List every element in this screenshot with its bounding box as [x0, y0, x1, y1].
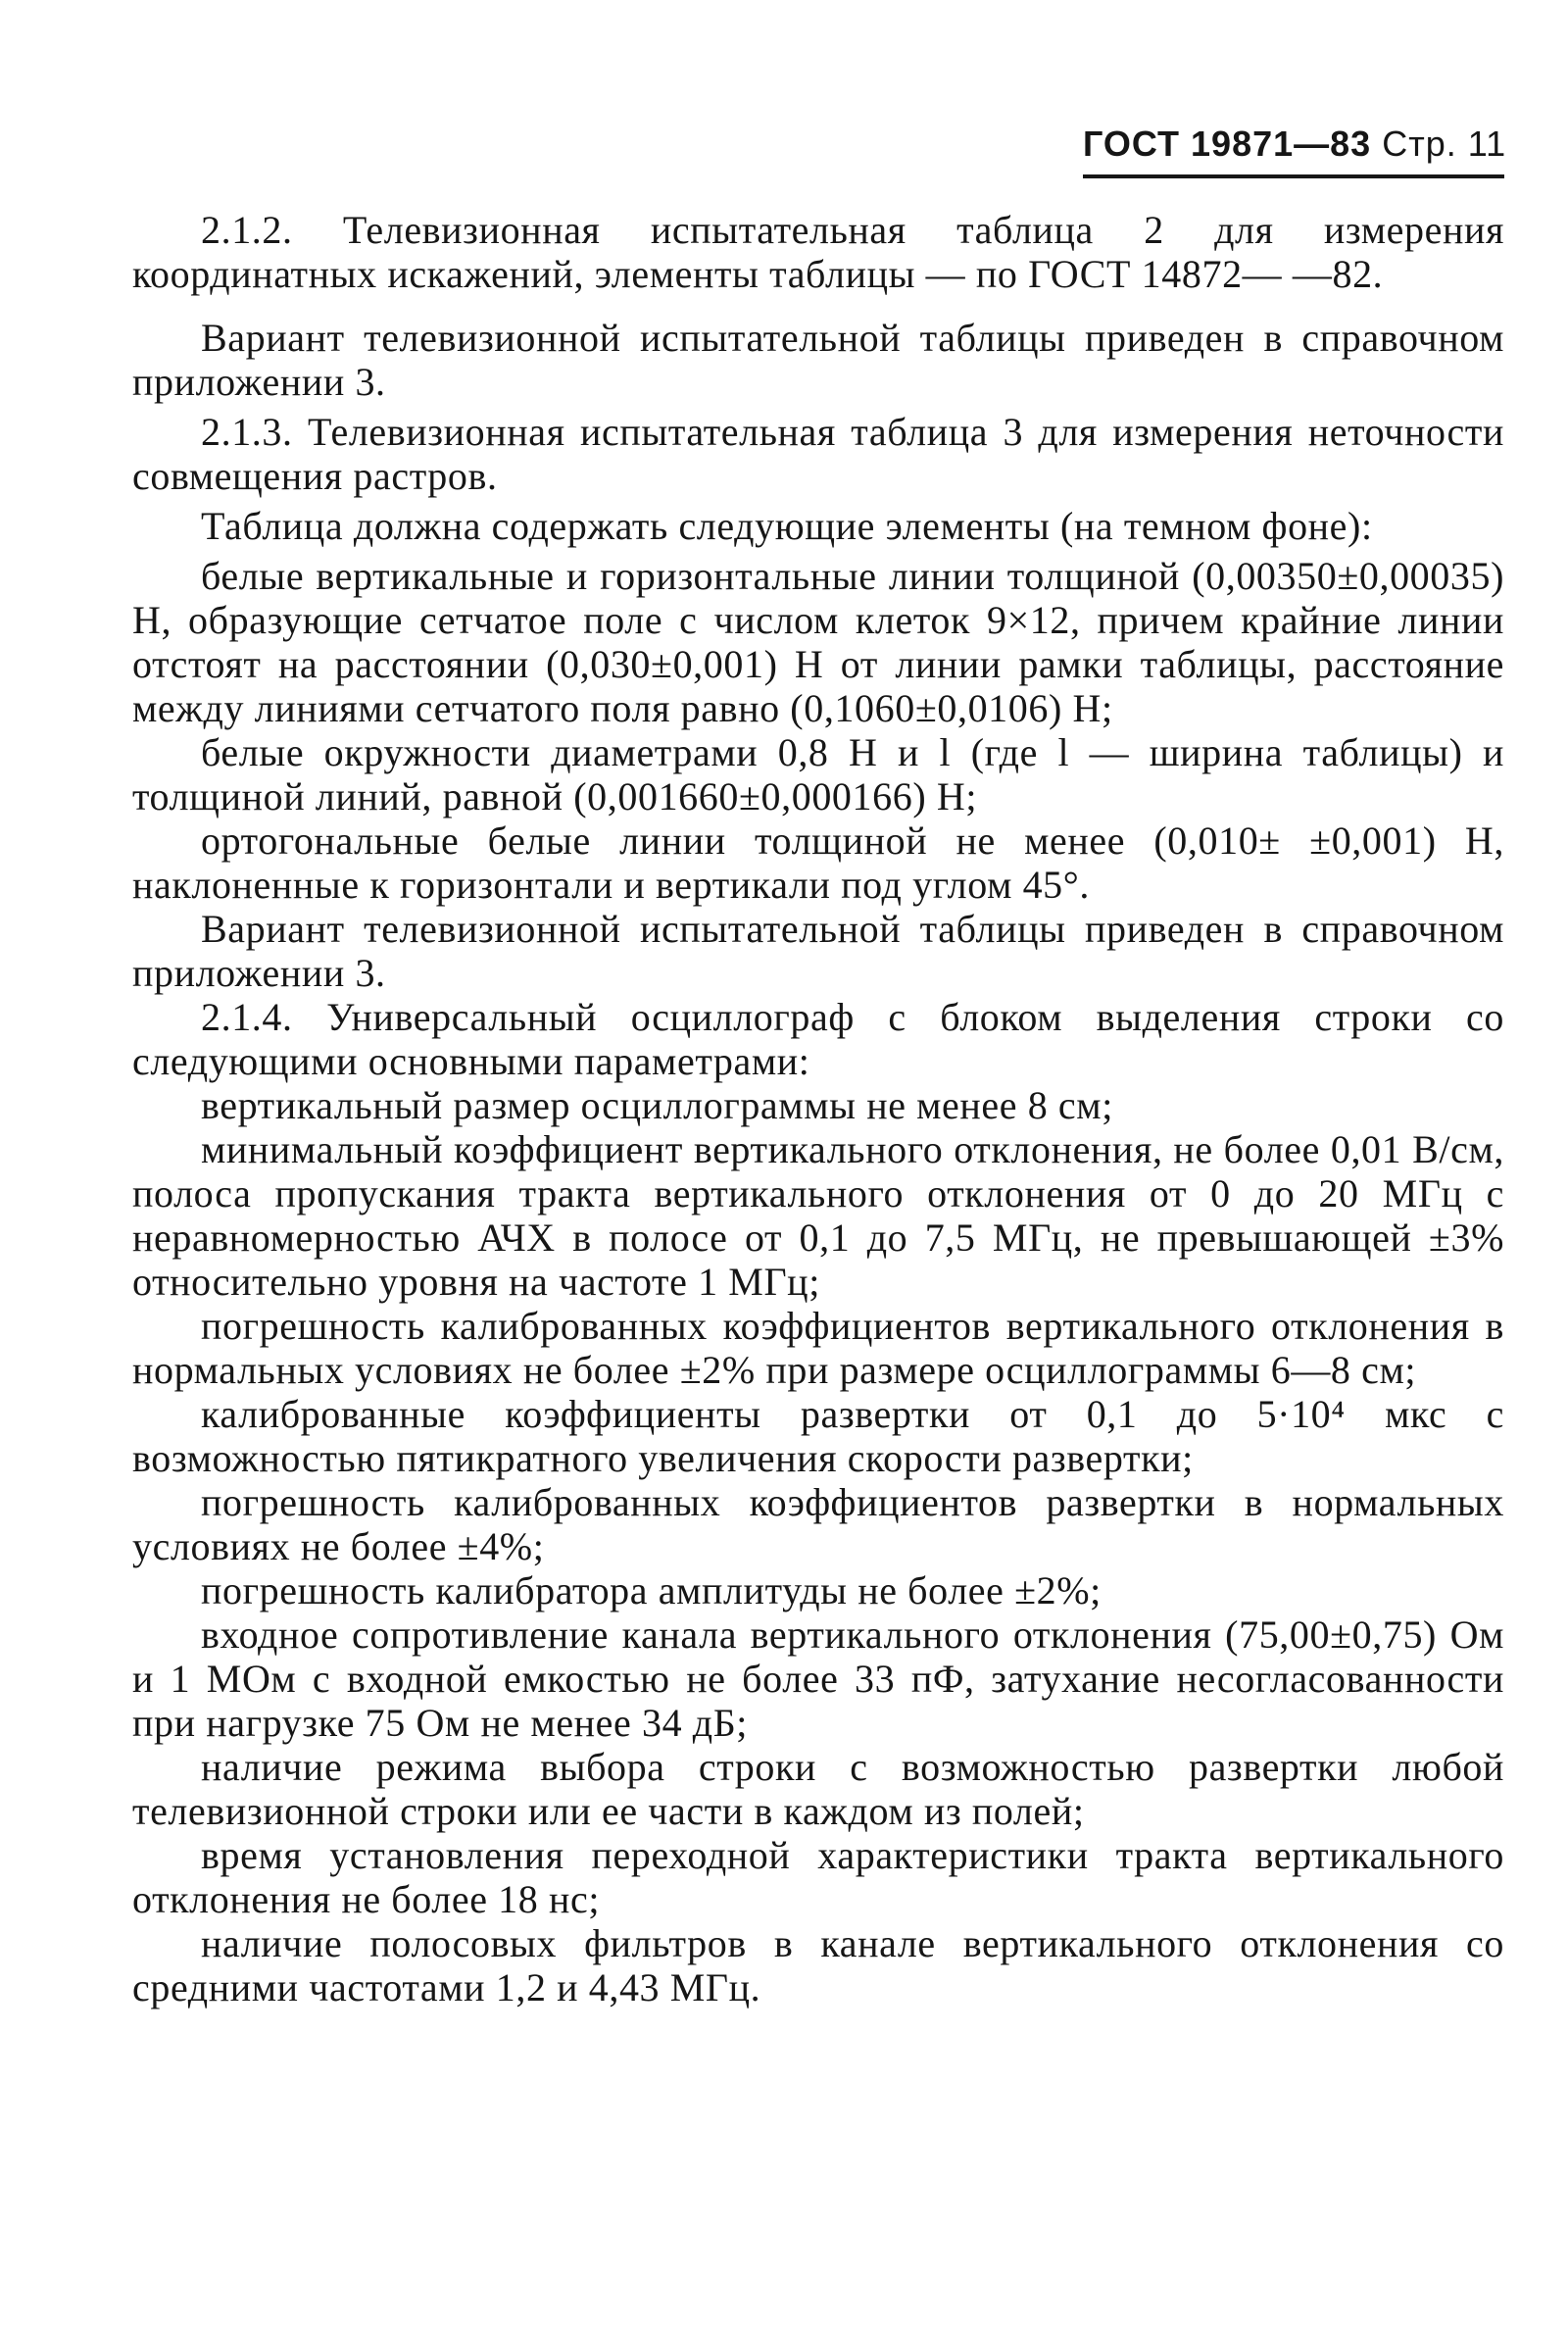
list-item: ортогональные белые линии толщиной не менее (0,010± ±0,001) Н, наклоненные к горизонтали и вертикали под углом 45°. — [132, 818, 1504, 907]
list-item: время установления переходной характеристики тракта вертикального отклонения не более 18 нс; — [132, 1833, 1504, 1921]
body-text — [132, 208, 1504, 2009]
list-item: калиброванные коэффициенты развертки от 0,1 до 5·10⁴ мкс с возможностью пятикратного увеличения скорости развертки; — [132, 1392, 1504, 1480]
list-item: вертикальный размер осциллограммы не менее 8 см; — [201, 1083, 1113, 1127]
list-item: входное сопротивление канала вертикального отклонения (75,00±0,75) Ом и 1 МОм с входной емкостью не более 33 пФ, затухание несогласованности при нагрузке 75 Ом не менее 34 дБ; — [132, 1612, 1504, 1745]
list-item: наличие режима выбора строки с возможностью развертки любой телевизионной строки или ее части в каждом из полей; — [132, 1745, 1504, 1833]
paragraph: Вариант телевизионной испытательной таблицы приведен в справочном приложении 3. — [132, 316, 1504, 404]
paragraph: Вариант телевизионной испытательной таблицы приведен в справочном приложении 3. — [132, 907, 1504, 995]
list-item: погрешность калибратора амплитуды не более ±2%; — [201, 1568, 1102, 1612]
list-item: минимальный коэффициент вертикального отклонения, не более 0,01 В/см, полоса пропускания тракта вертикального отклонения от 0 до 20 МГц с неравномерностью АЧХ в полосе от 0,1 до 7,5 МГц, не превышающей ±3% относительно уровня на частоте 1 МГц; — [132, 1127, 1504, 1304]
paragraph-2-1-4: 2.1.4. Универсальный осциллограф с блоком выделения строки со следующими основными параметрами: — [132, 995, 1504, 1083]
paragraph: Таблица должна содержать следующие элементы (на темном фоне): — [201, 504, 1373, 548]
paragraph-2-1-3: 2.1.3. Телевизионная испытательная таблица 3 для измерения неточности совмещения растров. — [132, 410, 1504, 498]
list-item: погрешность калиброванных коэффициентов развертки в нормальных условиях не более ±4%; — [132, 1480, 1504, 1568]
header-rule — [1083, 174, 1504, 178]
list-item: белые окружности диаметрами 0,8 Н и l (где l — ширина таблицы) и толщиной линий, равной (0,001660±0,000166) Н; — [132, 730, 1504, 818]
list-item: наличие полосовых фильтров в канале вертикального отклонения со средними частотами 1,2 и 4,43 МГц. — [132, 1921, 1504, 2009]
paragraph-2-1-2: 2.1.2. Телевизионная испытательная таблица 2 для измерения координатных искажений, элементы таблицы — по ГОСТ 14872— —82. — [132, 208, 1504, 296]
list-item: белые вертикальные и горизонтальные линии толщиной (0,00350±0,00035) Н, образующие сетчатое поле с числом клеток 9×12, причем крайние линии отстоят на расстоянии (0,030±0,001) Н от линии рамки таблицы, расстояние между линиями сетчатого поля равно (0,1060±0,0106) Н; — [132, 554, 1504, 730]
standard-number: ГОСТ 19871—83 — [1083, 124, 1372, 164]
list-item: погрешность калиброванных коэффициентов вертикального отклонения в нормальных условиях не более ±2% при размере осциллограммы 6—8 см; — [132, 1304, 1504, 1392]
page-header — [1083, 120, 1507, 169]
page-number: Стр. 11 — [1382, 124, 1507, 164]
